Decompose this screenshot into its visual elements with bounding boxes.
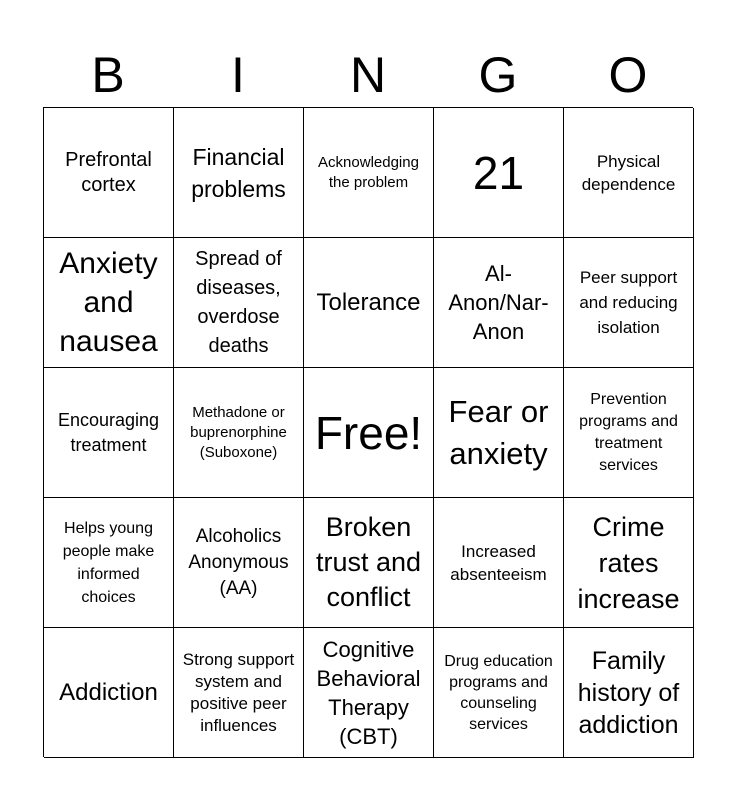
bingo-board	[43, 107, 693, 757]
cell-text: Spread of diseases, overdose deaths	[195, 247, 282, 357]
bingo-cell-r2-c1[interactable]	[44, 238, 174, 368]
cell-text: Encouraging treatment	[57, 409, 160, 455]
cell-text: Physical dependence	[581, 151, 676, 194]
header-letter-i: I	[231, 47, 245, 103]
bingo-cell-r4-c4[interactable]	[434, 498, 564, 628]
bingo-cell-r1-c3[interactable]	[304, 108, 434, 238]
bingo-cell-r5-c5[interactable]	[564, 628, 694, 758]
bingo-cell-r5-c1[interactable]	[44, 628, 174, 758]
bingo-cell-r5-c4[interactable]	[434, 628, 564, 758]
cell-text: Prevention programs and treatment services	[579, 390, 678, 474]
cell-text: 21	[472, 146, 525, 199]
bingo-cell-r3-c5[interactable]	[564, 368, 694, 498]
bingo-cell-r4-c5[interactable]	[564, 498, 694, 628]
bingo-cell-r3-c1[interactable]	[44, 368, 174, 498]
header-letter-g: G	[478, 47, 518, 103]
cell-text: Acknowledging the problem	[318, 153, 419, 191]
bingo-cell-r4-c3[interactable]	[304, 498, 434, 628]
bingo-cell-r3-c4[interactable]	[434, 368, 564, 498]
bingo-cell-r4-c2[interactable]	[174, 498, 304, 628]
cell-text: Strong support system and positive peer influences	[182, 649, 295, 735]
header-letter-o: O	[608, 47, 648, 103]
cell-text: Free!	[314, 406, 423, 459]
bingo-cell-r3-c3[interactable]	[304, 368, 434, 498]
cell-text: Financial problems	[191, 143, 286, 202]
cell-text: Al-Anon/Nar-Anon	[448, 261, 549, 344]
cell-text: Drug education programs and counseling services	[444, 652, 553, 733]
cell-text: Increased absenteeism	[450, 541, 547, 584]
cell-text: Alcoholics Anonymous (AA)	[188, 525, 289, 599]
bingo-cell-r1-c5[interactable]	[564, 108, 694, 238]
bingo-cell-r2-c3[interactable]	[304, 238, 434, 368]
header-letter-b: B	[91, 47, 125, 103]
bingo-header	[43, 44, 693, 106]
cell-text: Prefrontal cortex	[65, 148, 152, 196]
cell-text: Cognitive Behavioral Therapy (CBT)	[316, 636, 421, 749]
cell-text: Methadone or buprenorphine (Suboxone)	[190, 403, 287, 461]
bingo-cell-r5-c2[interactable]	[174, 628, 304, 758]
bingo-cell-r3-c2[interactable]	[174, 368, 304, 498]
cell-text: Peer support and reducing isolation	[579, 268, 678, 337]
cell-text: Helps young people make informed choices	[62, 519, 155, 606]
bingo-cell-r5-c3[interactable]	[304, 628, 434, 758]
bingo-cell-r4-c1[interactable]	[44, 498, 174, 628]
cell-text: Fear or anxiety	[448, 393, 549, 471]
bingo-cell-r1-c4[interactable]	[434, 108, 564, 238]
bingo-cell-r1-c2[interactable]	[174, 108, 304, 238]
cell-text: Family history of addiction	[577, 646, 680, 739]
cell-text: Broken trust and conflict	[315, 512, 422, 612]
cell-text: Addiction	[59, 678, 158, 706]
bingo-cell-r2-c4[interactable]	[434, 238, 564, 368]
cell-text: Crime rates increase	[577, 511, 680, 614]
cell-text: Anxiety and nausea	[59, 247, 158, 358]
cell-text: Tolerance	[316, 288, 421, 316]
bingo-cell-r1-c1[interactable]	[44, 108, 174, 238]
header-letter-n: N	[349, 47, 387, 103]
bingo-cell-r2-c5[interactable]	[564, 238, 694, 368]
bingo-cell-r2-c2[interactable]	[174, 238, 304, 368]
